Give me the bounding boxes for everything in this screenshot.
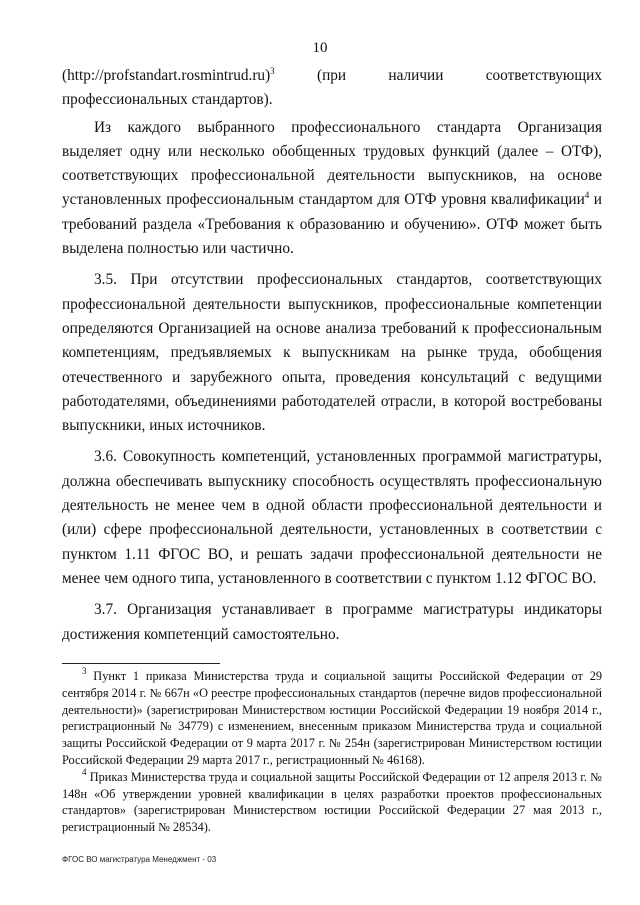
- footnote-ref-3: 3: [270, 66, 275, 76]
- paragraph-3-6: 3.6. Совокупность компетенций, установленных программой магистратуры, должна обеспечивать выпускнику способность осуществлять профессиональную деятельность не менее чем в одной области профессиональной деятельности и (или) сфере профессиональной деятельности, установленных в соответствии с пунктом 1.11 ФГОС ВО, и решать задачи профессиональной деятельности не менее чем одного типа, установленного в соответствии с пунктом 1.12 ФГОС ВО.: [62, 448, 602, 587]
- body-text: [62, 64, 602, 647]
- footnote-ref-4: 4: [584, 190, 590, 201]
- page-number: 10: [312, 40, 328, 56]
- intro-tail: профессиональных стандартов).: [62, 91, 273, 109]
- paragraph-otf: [62, 116, 602, 262]
- footnote-mark-4: 4: [82, 766, 87, 777]
- footnote-3-text: Пункт 1 приказа Министерства труда и социальной защиты Российской Федерации от 29 сентября 2014 г. № 667н «О реестре профессиональных стандартов (перечне видов профессиональной деятельности)» (зарегистрирован Министерством юстиции Российской Федерации 19 ноября 2014 г., регистрационный № 34779) с изменением, внесенным приказом Министерства труда и социальной защиты Российской Федерации от 9 марта 2017 г. № 254н (зарегистрирован Министерством юстиции Российской Федерации 29 марта 2017 г., регистрационный № 46168).: [62, 669, 602, 767]
- paragraph-otf-part2: и требований раздела «Требования к образованию и обучению». ОТФ может быть выделена полностью или частично.: [62, 191, 602, 258]
- intro-word-3: соответствующих: [485, 67, 602, 84]
- footnote-mark-3: 3: [82, 666, 87, 676]
- footnotes: [62, 668, 602, 836]
- intro-word-1: (при: [316, 67, 347, 84]
- page-footer: ФГОС ВО магистратура Менеджмент - 03: [62, 855, 217, 864]
- source-link-line: [62, 64, 602, 88]
- intro-word-2: наличии: [388, 67, 444, 84]
- paragraph-3-7: 3.7. Организация устанавливает в программе магистратуры индикаторы достижения компетенций самостоятельно.: [62, 601, 602, 643]
- footnote-4: [62, 766, 602, 836]
- paragraph-otf-part1: Из каждого выбранного профессионального стандарта Организация выделяет одну или несколько обобщенных трудовых функций (далее – ОТФ), соответствующих профессиональной деятельности выпускников, на основе установленных профессиональным стандартом для ОТФ уровня квалификации: [62, 118, 602, 209]
- source-link-text[interactable]: (http://profstandart.rosmintrud.ru): [62, 67, 271, 84]
- source-link[interactable]: [62, 64, 275, 88]
- paragraph-3-5: 3.5. При отсутствии профессиональных стандартов, соответствующих профессиональной деятельности выпускников, профессиональные компетенции определяются Организацией на основе анализа требований к профессиональным компетенциям, предъявляемых к выпускникам на рынке труда, обобщения отечественного и зарубежного опыта, проведения консультаций с ведущими работодателями, объединениями работодателей отрасли, в которой востребованы выпускники, иных источников.: [62, 271, 602, 435]
- footnote-3: [62, 668, 602, 769]
- footnote-separator: [62, 663, 220, 664]
- footnote-4-text: Приказ Министерства труда и социальной защиты Российской Федерации от 12 апреля 2013 г. № 148н «Об утверждении уровней квалификации в целях разработки проектов профессиональных стандартов» (зарегистрирован Министерством юстиции Российской Федерации 27 мая 2013 г., регистрационный № 28534).: [62, 769, 602, 835]
